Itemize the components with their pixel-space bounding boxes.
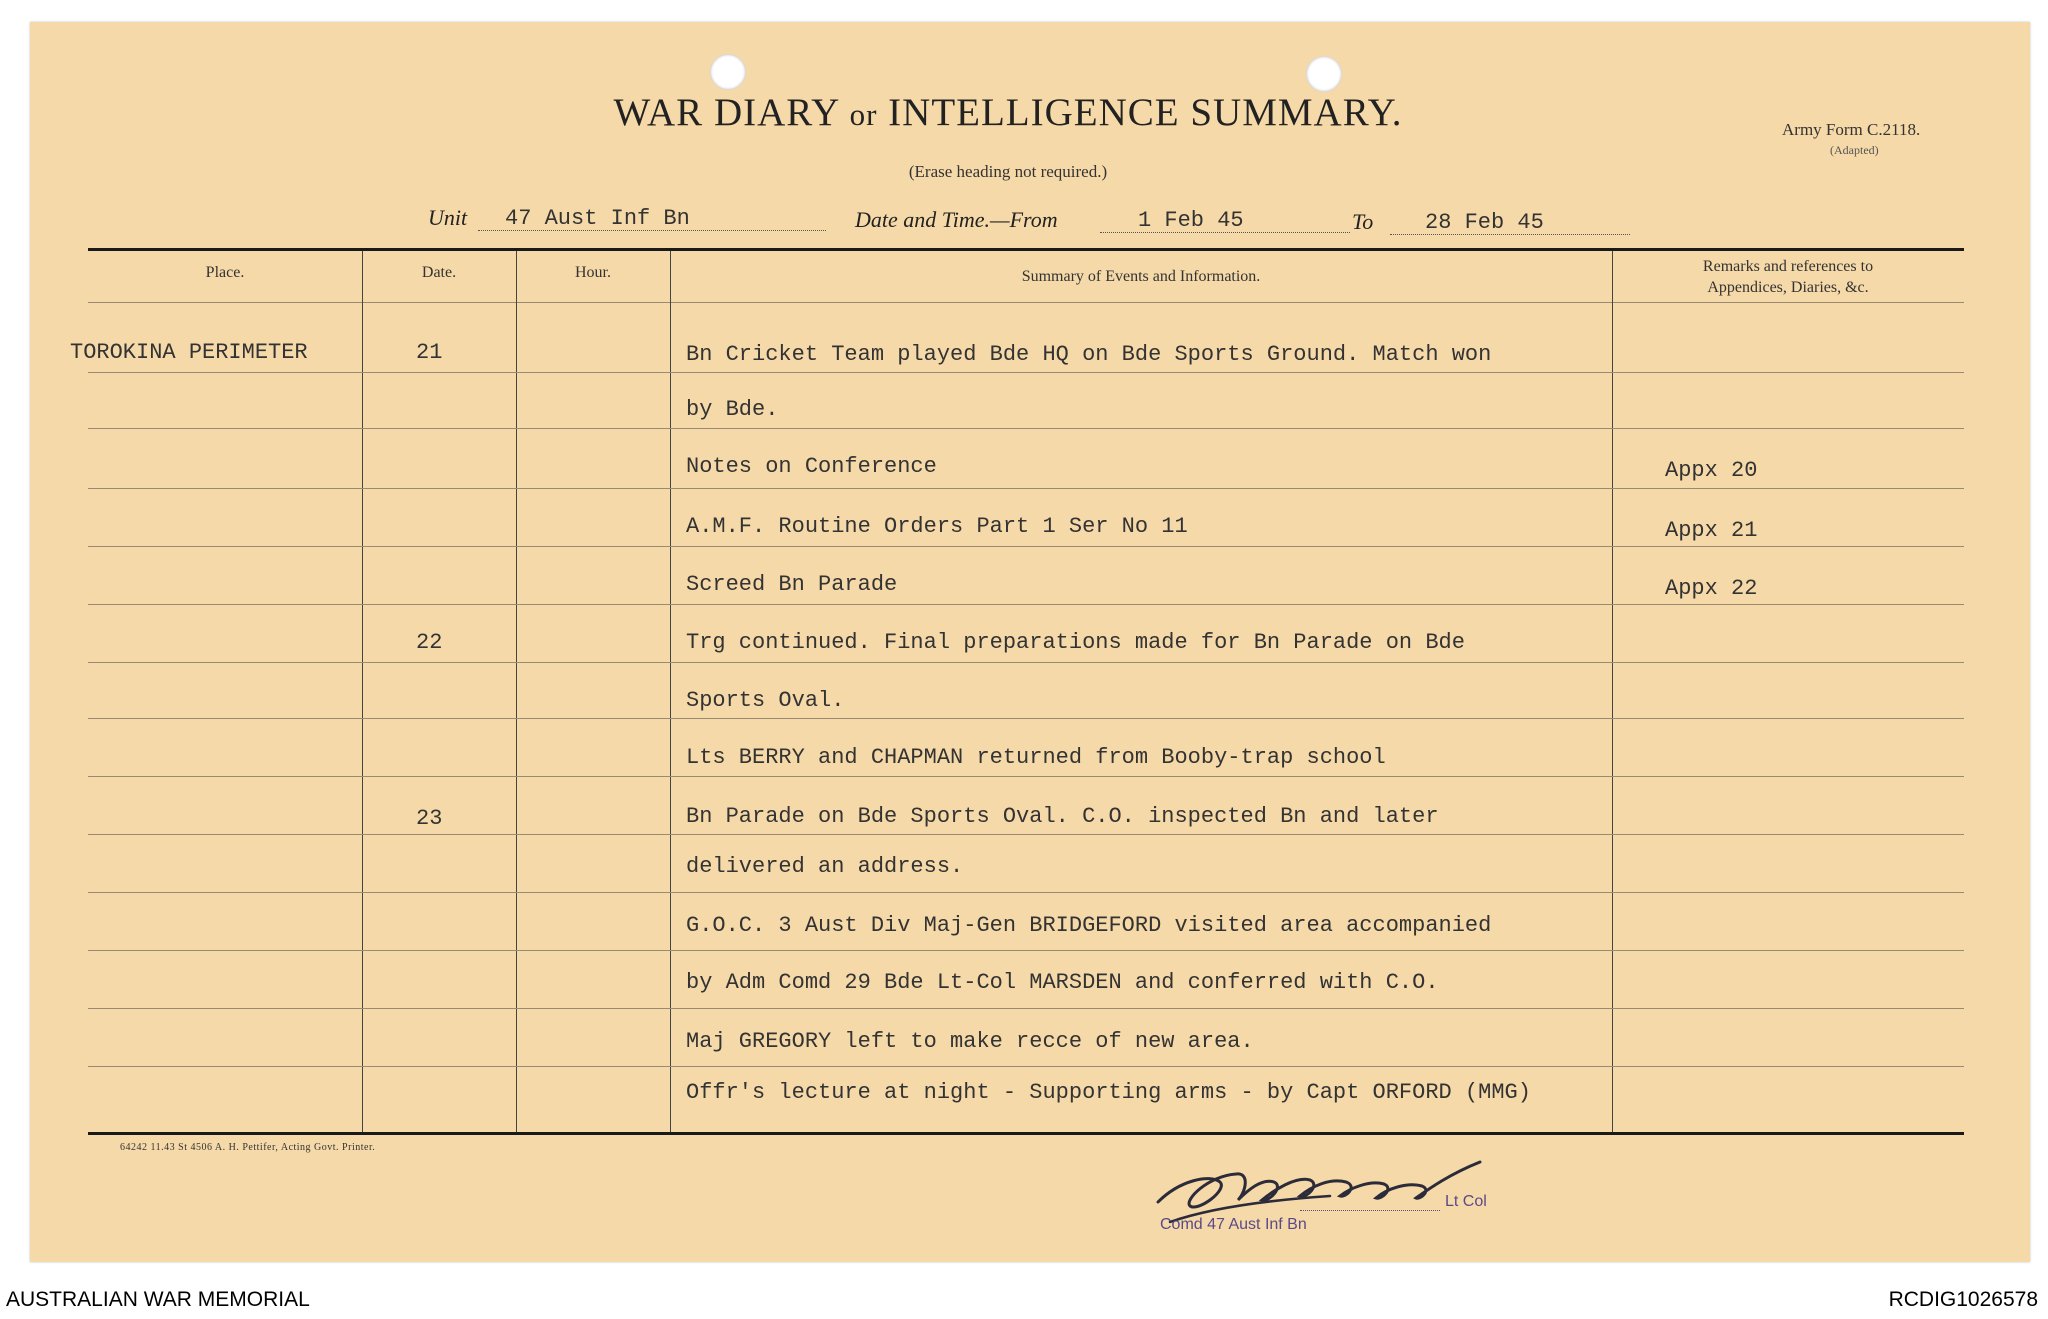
row-line (88, 1066, 1964, 1067)
row-line (88, 428, 1964, 429)
row-date: 22 (416, 630, 443, 655)
army-form-adapted: (Adapted) (1830, 143, 1879, 157)
command-stamp: Comd 47 Aust Inf Bn (1160, 1216, 1307, 1233)
row-line (88, 718, 1964, 719)
row-summary: G.O.C. 3 Aust Div Maj-Gen BRIDGEFORD visited area accompanied (686, 913, 1492, 938)
table-top-rule (88, 248, 1964, 251)
signature-dotted-line (1300, 1210, 1440, 1211)
column-header-summary: Summary of Events and Information. (1021, 268, 1261, 285)
printer-imprint: 64242 11.43 St 4506 A. H. Pettifer, Acting Govt. Printer. (120, 1142, 376, 1153)
unit-label: Unit (428, 205, 468, 230)
unit-dotted-line (478, 230, 826, 231)
row-summary: Bn Cricket Team played Bde HQ on Bde Sports Ground. Match won (686, 342, 1492, 367)
archive-caption-right: RCDIG1026578 (1888, 1288, 2038, 1311)
row-remarks: Appx 22 (1665, 576, 1758, 601)
punch-hole-left (710, 54, 746, 90)
from-value: 1 Feb 45 (1138, 208, 1244, 233)
column-divider-place (362, 251, 363, 1132)
row-summary: Bn Parade on Bde Sports Oval. C.O. inspected Bn and later (686, 804, 1439, 829)
form-title (548, 90, 1468, 135)
title-intelligence-summary: INTELLIGENCE SUMMARY. (888, 91, 1403, 134)
row-summary: by Adm Comd 29 Bde Lt-Col MARSDEN and conferred with C.O. (686, 970, 1439, 995)
column-divider-hour (670, 251, 671, 1132)
column-header-remarks-line2: Appendices, Diaries, &c. (1707, 279, 1869, 296)
row-summary: Maj GREGORY left to make recce of new area. (686, 1029, 1254, 1054)
row-line (88, 604, 1964, 605)
row-summary: delivered an address. (686, 854, 964, 879)
to-dotted-line (1390, 234, 1630, 235)
unit-value: 47 Aust Inf Bn (505, 206, 690, 231)
column-header-remarks-line1: Remarks and references to (1702, 258, 1874, 275)
row-line (88, 892, 1964, 893)
row-line (88, 1008, 1964, 1009)
army-form-number: Army Form C.2118. (1782, 120, 1921, 139)
row-summary: A.M.F. Routine Orders Part 1 Ser No 11 (686, 514, 1188, 539)
title-or: or (849, 97, 878, 132)
to-label: To (1352, 209, 1374, 234)
title-war-diary: WAR DIARY (613, 91, 839, 134)
row-line (88, 776, 1964, 777)
row-line (88, 950, 1964, 951)
row-line (88, 546, 1964, 547)
column-header-hour: Hour. (575, 264, 611, 281)
column-header-place: Place. (205, 264, 245, 281)
archive-caption-left: AUSTRALIAN WAR MEMORIAL (6, 1288, 310, 1311)
table-bottom-rule (88, 1132, 1964, 1135)
date-time-label: Date and Time.—From (855, 207, 1058, 232)
header-divider (88, 302, 1964, 303)
row-remarks: Appx 20 (1665, 458, 1758, 483)
row-summary: Notes on Conference (686, 454, 937, 479)
row-date: 23 (416, 806, 443, 831)
row-date: 21 (416, 340, 443, 365)
column-divider-summary (1612, 251, 1613, 1132)
form-subtitle: (Erase heading not required.) (908, 162, 1108, 181)
to-value: 28 Feb 45 (1425, 210, 1544, 235)
row-line (88, 662, 1964, 663)
signature-rank: Lt Col (1445, 1193, 1487, 1210)
from-dotted-line (1100, 232, 1350, 233)
row-summary: Sports Oval. (686, 688, 845, 713)
row-place: TOROKINA PERIMETER (70, 340, 308, 365)
row-line (88, 372, 1964, 373)
row-summary: by Bde. (686, 397, 779, 422)
column-divider-date (516, 251, 517, 1132)
row-summary: Trg continued. Final preparations made for Bn Parade on Bde (686, 630, 1465, 655)
punch-hole-right (1306, 56, 1342, 92)
row-remarks: Appx 21 (1665, 518, 1758, 543)
row-line (88, 488, 1964, 489)
row-summary: Lts BERRY and CHAPMAN returned from Booby-trap school (686, 745, 1386, 770)
column-header-date: Date. (421, 264, 457, 281)
row-summary: Screed Bn Parade (686, 572, 898, 597)
row-summary: Offr's lecture at night - Supporting arms - by Capt ORFORD (MMG) (686, 1080, 1531, 1105)
row-line (88, 834, 1964, 835)
